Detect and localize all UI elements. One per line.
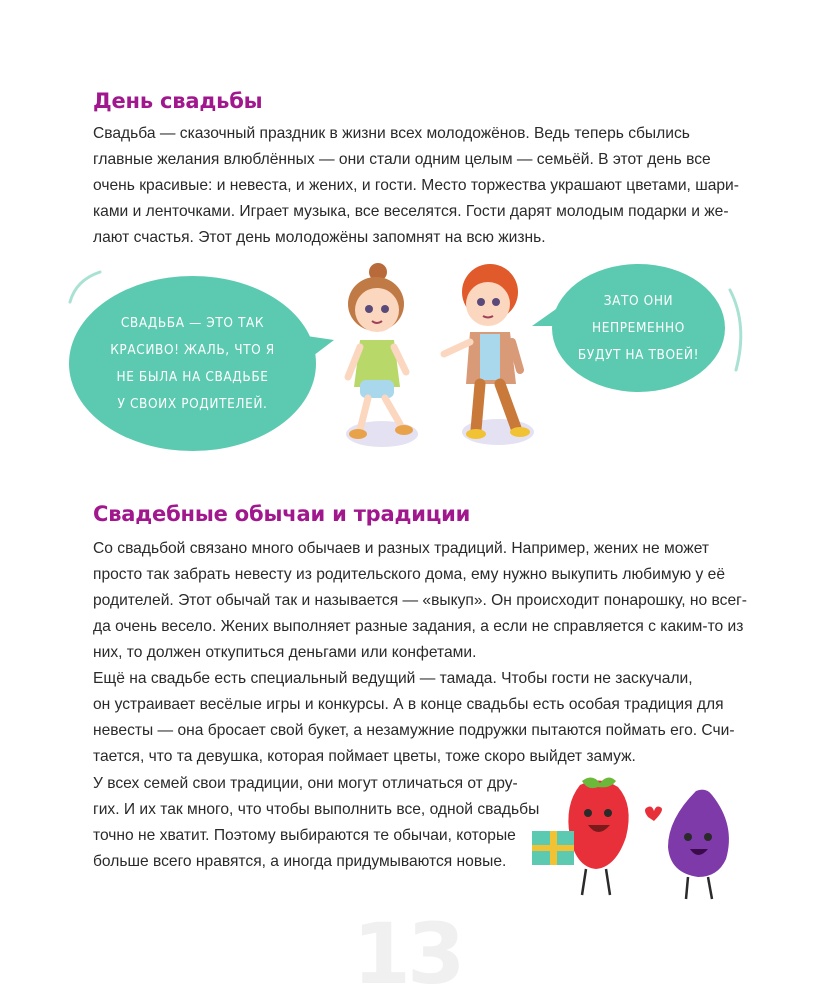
bubble-line: У СВОИХ РОДИТЕЛЕЙ. xyxy=(117,395,268,412)
bubble-line: НЕ БЫЛА НА СВАДЬБЕ xyxy=(116,368,269,385)
bubble-line: КРАСИВО! ЖАЛЬ, ЧТО Я xyxy=(110,341,275,358)
text-line: тается, что та девушка, которая поймает цветы, тоже скоро выйдет замуж. xyxy=(93,748,636,765)
boy-illustration xyxy=(436,262,546,452)
text-line: главные желания влюблённых — они стали одним целым — семьёй. В этот день все xyxy=(93,151,711,168)
bubble-line: НЕПРЕМЕННО xyxy=(592,319,685,336)
bubble-line: ЗАТО ОНИ xyxy=(603,292,674,309)
girl-illustration xyxy=(330,262,430,452)
text-line: гих. И их так много, что чтобы выполнить все, одной свадьбы xyxy=(93,801,540,818)
section-title-customs: Свадебные обычаи и традиции xyxy=(93,502,471,526)
text-line: Ещё на свадьбе есть специальный ведущий — тамада. Чтобы гости не заскучали, xyxy=(93,670,693,687)
text-line: родителей. Этот обычай так и называется — «выкуп». Он происходит понарошку, но всег- xyxy=(93,592,747,609)
text-line: точно не хватит. Поэтому выбираются те обычаи, которые xyxy=(93,827,516,844)
bubble-line: БУДУТ НА ТВОЕЙ! xyxy=(577,346,700,363)
paragraph-customs-1 xyxy=(93,536,747,666)
text-line: лают счастья. Этот день молодожёны запомнят на всю жизнь. xyxy=(93,229,546,246)
page-number: 13 xyxy=(352,905,462,1003)
text-line: ками и ленточками. Играет музыка, все веселятся. Гости дарят молодым подарки и же- xyxy=(93,203,729,220)
speech-bubble-girl xyxy=(69,276,316,451)
text-line: больше всего нравятся, а иногда придумываются новые. xyxy=(93,853,507,870)
text-line: он устраивает весёлые игры и конкурсы. А в конце свадьбы есть особая традиция для xyxy=(93,696,724,713)
speech-bubble-boy xyxy=(552,264,725,392)
paragraph-customs-3 xyxy=(93,771,553,875)
text-line: У всех семей свои традиции, они могут отличаться от дру- xyxy=(93,775,518,792)
text-line: них, то должен откупиться деньгами или конфетами. xyxy=(93,644,477,661)
text-line: Со свадьбой связано много обычаев и разных традиций. Например, жених не может xyxy=(93,540,709,557)
paragraph-customs-2 xyxy=(93,666,743,770)
text-line: невесты — она бросает свой букет, а незамужние подружки пытаются поймать его. Счи- xyxy=(93,722,735,739)
text-line: очень красивые: и невеста, и жених, и гости. Место торжества украшают цветами, шари- xyxy=(93,177,739,194)
text-line: Свадьба — сказочный праздник в жизни всех молодожёнов. Ведь теперь сбылись xyxy=(93,125,690,142)
text-line: да очень весело. Жених выполняет разные задания, а если не справляется с каким-то из xyxy=(93,618,744,635)
paragraph-wedding-day xyxy=(93,121,743,251)
fruit-illustration xyxy=(530,775,750,905)
bubble-line: СВАДЬБА — ЭТО ТАК xyxy=(120,314,265,331)
text-line: просто так забрать невесту из родительского дома, ему нужно выкупить любимую у её xyxy=(93,566,726,583)
section-title-wedding-day: День свадьбы xyxy=(93,89,263,113)
